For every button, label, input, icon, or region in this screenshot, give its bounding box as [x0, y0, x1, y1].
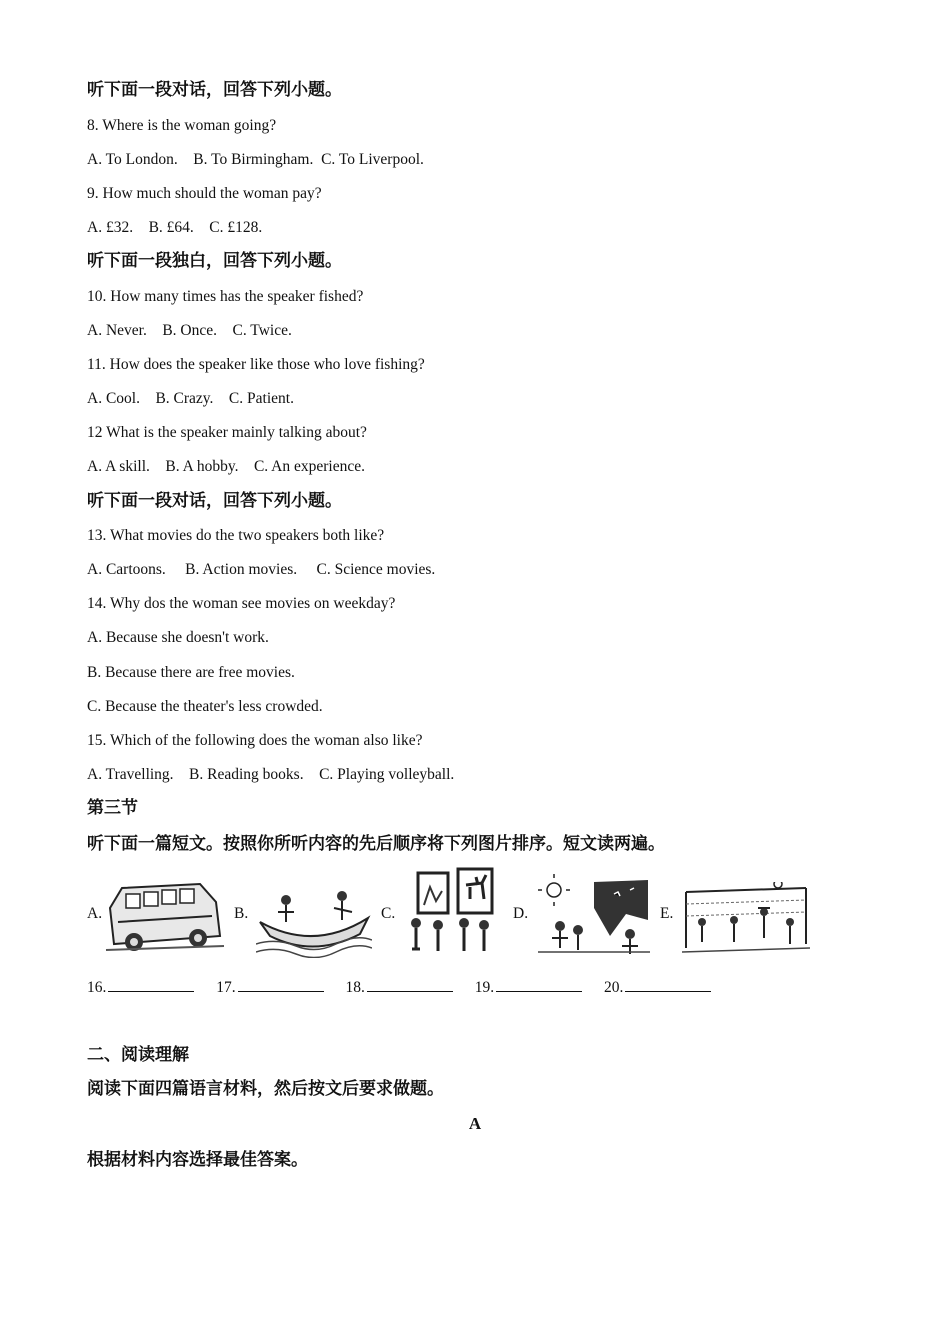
text-line-q15: 15. Which of the following does the woman also like? [87, 732, 423, 749]
text-line-q13o: A. Cartoons. B. Action movies. C. Science movies. [87, 561, 436, 578]
text-line-q14: 14. Why dos the woman see movies on weekday? [87, 595, 396, 612]
section-a-heading: A [468, 1114, 482, 1133]
text-line-q11: 11. How does the speaker like those who love fishing? [87, 356, 425, 373]
section-heading-h5: 听下面一篇短文。按照你所听内容的先后顺序将下列图片排序。短文读两遍。 [87, 834, 665, 854]
boat-picture-icon [256, 882, 372, 958]
picture-label-a: A. [87, 905, 103, 922]
section-heading-h3: 听下面一段对话，回答下列小题。 [87, 491, 342, 511]
section-heading-h8: 根据材料内容选择最佳答案。 [87, 1150, 308, 1170]
text-line-q12o: A. A skill. B. A hobby. C. An experience. [87, 458, 365, 475]
text-line-q10o: A. Never. B. Once. C. Twice. [87, 322, 292, 339]
picture-label-c: C. [381, 905, 396, 922]
blank-16[interactable]: 16. [87, 977, 194, 997]
text-line-q8o: A. To London. B. To Birmingham. C. To Liverpool. [87, 151, 424, 168]
picture-label-b: B. [234, 905, 249, 922]
text-line-q8: 8. Where is the woman going? [87, 117, 277, 134]
answer-blanks [87, 977, 729, 997]
text-line-q14a: A. Because she doesn't work. [87, 629, 269, 646]
bus-picture-icon [104, 878, 226, 958]
volleyball-picture-icon [682, 882, 810, 956]
text-line-q13: 13. What movies do the two speakers both like? [87, 527, 385, 544]
picnic-picture-icon [534, 874, 652, 958]
text-line-q11o: A. Cool. B. Crazy. C. Patient. [87, 390, 294, 407]
section-heading-h7: 阅读下面四篇语言材料，然后按文后要求做题。 [87, 1079, 444, 1099]
text-line-q12: 12 What is the speaker mainly talking about? [87, 424, 367, 441]
museum-picture-icon [402, 865, 500, 957]
picture-label-e: E. [660, 905, 674, 922]
blank-18[interactable]: 18. [346, 977, 453, 997]
blank-20[interactable]: 20. [604, 977, 711, 997]
text-line-q9o: A. £32. B. £64. C. £128. [87, 219, 263, 236]
blank-17[interactable]: 17. [216, 977, 323, 997]
text-line-q14c: C. Because the theater's less crowded. [87, 698, 323, 715]
blank-19[interactable]: 19. [475, 977, 582, 997]
section-heading-h1: 听下面一段对话，回答下列小题。 [87, 80, 342, 100]
section-heading-h2: 听下面一段独白，回答下列小题。 [87, 251, 342, 271]
text-line-q9: 9. How much should the woman pay? [87, 185, 322, 202]
text-line-q10: 10. How many times has the speaker fished? [87, 288, 364, 305]
text-line-q14b: B. Because there are free movies. [87, 664, 295, 681]
section-heading-h6: 二、阅读理解 [87, 1045, 189, 1065]
text-line-q15o: A. Travelling. B. Reading books. C. Playing volleyball. [87, 766, 455, 783]
section-heading-h4: 第三节 [87, 798, 138, 818]
picture-label-d: D. [513, 905, 529, 922]
